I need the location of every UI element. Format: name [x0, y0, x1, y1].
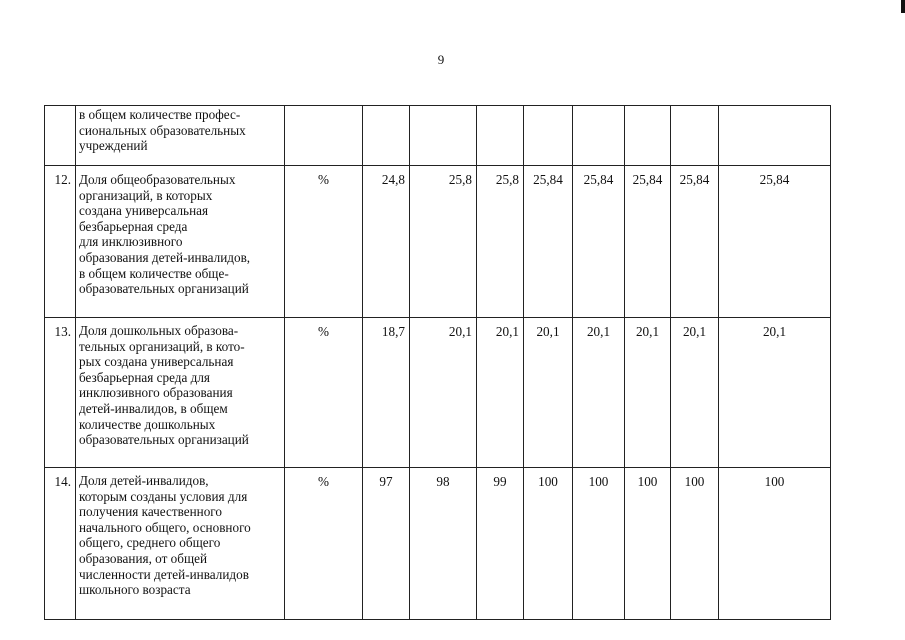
row-number: 14.: [45, 468, 76, 620]
indicator-name: Доля детей-инвалидов, которым созданы условия для получения качественного начального общего, основного общего, среднего общего образования, от общей численности детей-инвалидов школьного возраста: [76, 468, 285, 620]
value-cell: 100: [625, 468, 671, 620]
value-cell: 25,84: [719, 166, 831, 318]
value-cell: 97: [363, 468, 410, 620]
table-row: [45, 106, 831, 166]
value-cell: 20,1: [524, 318, 573, 468]
value-cell: 25,8: [477, 166, 524, 318]
value-cell: 18,7: [363, 318, 410, 468]
value-cell: 98: [410, 468, 477, 620]
value-cell: 24,8: [363, 166, 410, 318]
value-cell: [363, 106, 410, 166]
value-cell: 20,1: [410, 318, 477, 468]
value-cell: 20,1: [573, 318, 625, 468]
value-cell: 20,1: [625, 318, 671, 468]
value-cell: 99: [477, 468, 524, 620]
page-edge-mark: [901, 0, 905, 13]
value-cell: 100: [671, 468, 719, 620]
row-number: 13.: [45, 318, 76, 468]
value-cell: 25,84: [524, 166, 573, 318]
table-row: [45, 468, 831, 620]
value-cell: [625, 106, 671, 166]
value-cell: 100: [719, 468, 831, 620]
value-cell: 20,1: [477, 318, 524, 468]
value-cell: 25,8: [410, 166, 477, 318]
unit-cell: %: [285, 318, 363, 468]
table-row: [45, 318, 831, 468]
value-cell: [573, 106, 625, 166]
value-cell: [671, 106, 719, 166]
value-cell: [477, 106, 524, 166]
value-cell: [719, 106, 831, 166]
value-cell: 20,1: [719, 318, 831, 468]
value-cell: [410, 106, 477, 166]
value-cell: 100: [573, 468, 625, 620]
indicators-table: [44, 105, 831, 620]
indicator-name: Доля дошкольных образова- тельных организаций, в кото- рых создана универсальная безбарьерная среда для инклюзивного образования детей-инвалидов, в общем количестве дошкольных образовательных организаций: [76, 318, 285, 468]
unit-cell: %: [285, 468, 363, 620]
value-cell: [524, 106, 573, 166]
row-number: 12.: [45, 166, 76, 318]
table-row: [45, 166, 831, 318]
value-cell: 25,84: [625, 166, 671, 318]
unit-cell: %: [285, 166, 363, 318]
value-cell: 25,84: [671, 166, 719, 318]
value-cell: 20,1: [671, 318, 719, 468]
page-number: 9: [437, 52, 445, 67]
value-cell: 100: [524, 468, 573, 620]
indicator-name: Доля общеобразовательных организаций, в которых создана универсальная безбарьерная среда для инклюзивного образования детей-инвалидов, в общем количестве обще- образовательных организаций: [76, 166, 285, 318]
unit-cell: [285, 106, 363, 166]
row-number: [45, 106, 76, 166]
indicator-name: в общем количестве профес- сиональных образовательных учреждений: [76, 106, 285, 166]
value-cell: 25,84: [573, 166, 625, 318]
